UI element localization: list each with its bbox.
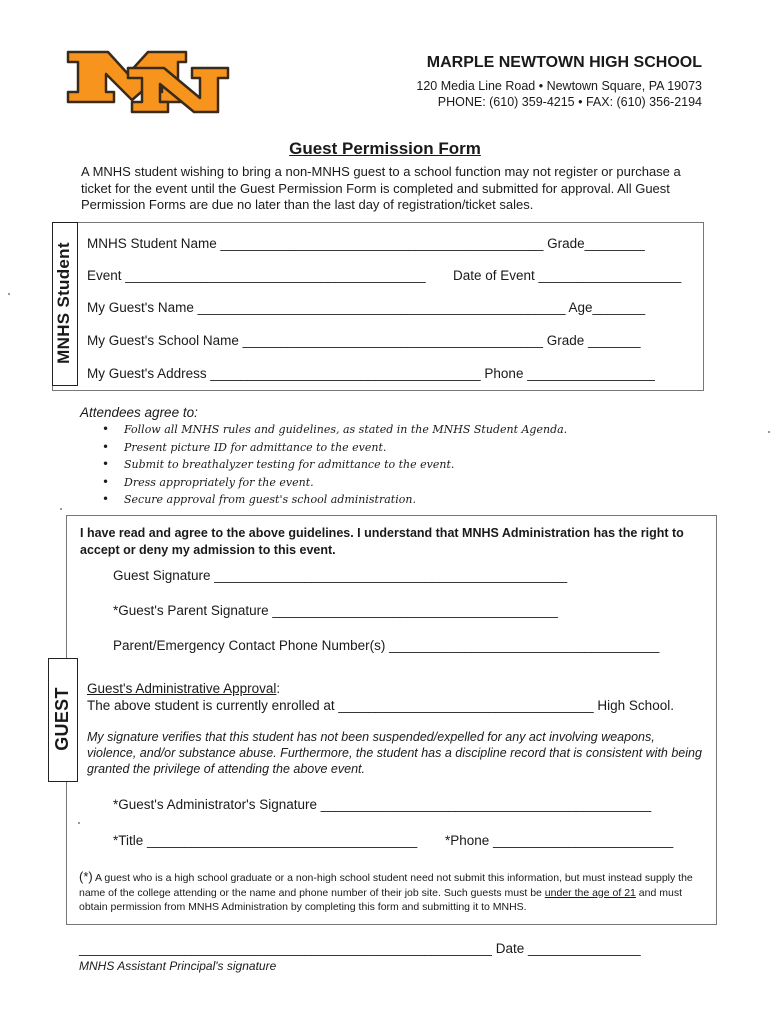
- guest-signature-field[interactable]: Guest Signature _______________________________________________: [113, 568, 568, 583]
- footnote-marker: (*): [79, 869, 93, 884]
- rule-item: • Dress appropriately for the event.: [102, 474, 567, 492]
- footnote-text-a: A guest who is a high school graduate or a non-high school student need not submit this information, but must instead supply the name of the college attending or the name and phone number of their job site. Such guests must be: [79, 872, 693, 899]
- admin-phone-field[interactable]: *Phone ________________________: [445, 833, 674, 848]
- school-phone-fax: PHONE: (610) 359-4215 • FAX: (610) 356-2194: [437, 95, 702, 109]
- admin-signature-field[interactable]: *Guest's Administrator's Signature ____________________________________________: [113, 797, 652, 812]
- admin-approval-label: Guest's Administrative Approval: [87, 681, 277, 696]
- guest-school-field[interactable]: My Guest's School Name ________________________________________ Grade _______: [87, 333, 641, 348]
- emergency-phone-field[interactable]: Parent/Emergency Contact Phone Number(s) ____________________________________: [113, 638, 660, 653]
- date-of-event-field[interactable]: Date of Event ___________________: [453, 268, 682, 283]
- parent-signature-field[interactable]: *Guest's Parent Signature ______________________________________: [113, 603, 558, 618]
- footnote-text-b: and must obtain permission from MNHS Administration by completing this form and submitting it to MNHS.: [79, 886, 682, 913]
- assistant-principal-signature-field[interactable]: _______________________________________________________ Date _______________: [79, 941, 641, 956]
- form-title: Guest Permission Form: [289, 139, 481, 158]
- student-section-label: MNHS Student: [54, 242, 73, 364]
- scan-speck: [78, 822, 80, 824]
- school-address: 120 Media Line Road • Newtown Square, PA 19073: [416, 79, 702, 93]
- scan-speck: [8, 293, 10, 295]
- footnote: [79, 870, 704, 915]
- admin-approval-colon: :: [276, 681, 281, 696]
- school-name: MARPLE NEWTOWN HIGH SCHOOL: [426, 54, 702, 71]
- assistant-principal-caption: MNHS Assistant Principal's signature: [79, 959, 277, 973]
- admin-approval-heading: [87, 681, 280, 696]
- rule-item: • Present picture ID for admittance to the event.: [102, 439, 567, 457]
- guest-section-label: GUEST: [52, 687, 72, 751]
- rule-item: • Follow all MNHS rules and guidelines, as stated in the MNHS Student Agenda.: [102, 421, 567, 439]
- agreement-statement: I have read and agree to the above guidelines. I understand that MNHS Administration has the right to accept or deny my admission to this event.: [80, 526, 684, 557]
- rule-item: • Submit to breathalyzer testing for admittance to the event.: [102, 456, 567, 474]
- school-logo: [66, 46, 231, 114]
- enrolled-school-field[interactable]: The above student is currently enrolled at __________________________________ High School.: [87, 698, 674, 713]
- student-name-field[interactable]: MNHS Student Name ___________________________________________ Grade________: [87, 236, 645, 251]
- scan-speck: [60, 508, 62, 510]
- attendee-rules-list: [102, 421, 567, 509]
- intro-paragraph: A MNHS student wishing to bring a non-MNHS guest to a school function may not register or purchase a ticket for the event until the Guest Permission Form is completed and submitted for approval. All Guest Permission Forms are due no later than the last day of registration/ticket sales.: [81, 164, 681, 212]
- event-field[interactable]: Event ________________________________________: [87, 268, 426, 283]
- footnote-underlined: under the age of 21: [544, 886, 636, 899]
- admin-title-field[interactable]: *Title ____________________________________: [113, 833, 418, 848]
- rule-item: • Secure approval from guest's school administration.: [102, 491, 567, 509]
- verification-statement: My signature verifies that this student has not been suspended/expelled for any act involving weapons, violence, and/or substance abuse. Furthermore, the student has a discipline record that is consistent with being granted the privilege of attending the above event.: [87, 730, 702, 776]
- guest-address-field[interactable]: My Guest's Address ____________________________________ Phone _________________: [87, 366, 655, 381]
- attendees-heading: Attendees agree to:: [80, 405, 198, 420]
- guest-name-field[interactable]: My Guest's Name _________________________________________________ Age_______: [87, 300, 646, 315]
